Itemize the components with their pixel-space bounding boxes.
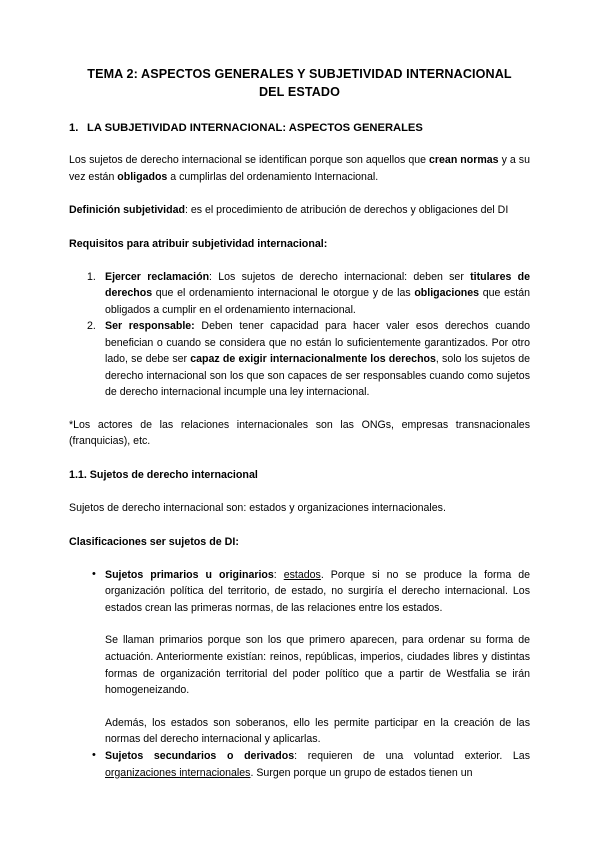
requirement-item-1 xyxy=(69,269,530,319)
requirement-1-marker: 1. xyxy=(87,270,96,283)
secondary-subjects-underline: organizaciones internacionales xyxy=(105,766,251,779)
requirement-1-text-3: que están obligados a cumplir en el ordenamiento internacional. xyxy=(105,287,530,316)
classification-item-primary xyxy=(69,567,530,748)
requirement-1-bold-lead: Ejercer reclamación xyxy=(105,270,210,283)
intro-paragraph xyxy=(69,152,530,185)
secondary-subjects-bold-lead: Sujetos secundarios o derivados xyxy=(105,749,295,762)
page-title-line-2: DEL ESTADO xyxy=(258,84,340,99)
classification-list xyxy=(69,567,530,782)
section-1-number: 1. xyxy=(69,122,79,134)
primary-subjects-extra-1: Se llaman primarios porque son los que primero aparecen, para ordenar su forma de actuación. Anteriormente existían: reinos, repúblicas, imperios, ciudades libres y distintas formas de organización territorial del poder político que a partir de Westfalia se irán homogeneizando. xyxy=(105,634,530,697)
bullet-icon: • xyxy=(92,567,96,580)
primary-subjects-text-1: : xyxy=(273,568,284,581)
subsection-1-1-heading: 1.1. Sujetos de derecho internacional xyxy=(69,468,258,481)
primary-subjects-extra-2: Además, los estados son soberanos, ello les permite participar en la creación de las normas del derecho internacional y aplicarlas. xyxy=(105,716,530,746)
section-1-heading-text: LA SUBJETIVIDAD INTERNACIONAL: ASPECTOS GENERALES xyxy=(87,122,423,134)
page-title-line-1: TEMA 2: ASPECTOS GENERALES Y SUBJETIVIDAD INTERNACIONAL xyxy=(87,67,512,81)
requirements-heading: Requisitos para atribuir subjetividad internacional: xyxy=(69,237,328,250)
primary-subjects-paragraph xyxy=(105,567,530,617)
page-title xyxy=(69,66,530,101)
requirement-2-bold-1: capaz de exigir internacionalmente los derechos xyxy=(190,353,436,366)
footnote-paragraph: *Los actores de las relaciones internacionales son las ONGs, empresas transnacionales (franquicias), etc. xyxy=(69,418,530,448)
requirement-1-bold-2: obligaciones xyxy=(414,287,480,300)
secondary-subjects-paragraph xyxy=(105,748,530,781)
definition-paragraph xyxy=(69,202,530,219)
subsection-1-1-paragraph: Sujetos de derecho internacional son: estados y organizaciones internacionales. xyxy=(69,501,446,514)
primary-subjects-underline: estados xyxy=(283,568,321,581)
intro-part-1: Los sujetos de derecho internacional se identifican porque son aquellos que xyxy=(69,154,430,166)
primary-subjects-bold-lead: Sujetos primarios u originarios xyxy=(105,568,274,581)
requirement-1-text-2: que el ordenamiento internacional le otorgue y de las xyxy=(152,287,415,300)
requirement-2-text-1: Deben tener capacidad para hacer valer esos derechos cuando benefician o cuando se considera que no están lo suficientemente garantizados. Por otro lado, se debe ser xyxy=(105,320,530,366)
requirement-2-bold-lead: Ser responsable: xyxy=(105,320,195,333)
classification-heading: Clasificaciones ser sujetos de DI: xyxy=(69,535,239,548)
intro-bold-1: crean normas xyxy=(429,154,499,166)
primary-subjects-text-2: . Porque si no se produce la forma de organización política del territorio, de estado, no surgiría el derecho internacional. Los estados crean las primeras normas, de las relaciones entre los estados. xyxy=(105,568,530,614)
bullet-icon: • xyxy=(92,748,96,761)
secondary-subjects-text-2: . Surgen porque un grupo de estados tienen un xyxy=(250,766,473,779)
requirement-1-bold-1: titulares de derechos xyxy=(105,270,530,300)
classification-item-secondary xyxy=(69,748,530,781)
requirements-list xyxy=(69,269,530,401)
secondary-subjects-text-1: : requieren de una voluntad exterior. Las xyxy=(294,749,530,762)
definition-text: : es el procedimiento de atribución de derechos y obligaciones del DI xyxy=(184,204,509,217)
requirement-2-text-2: , solo los sujetos de derecho internacional son los que son capaces de ser responsables cuando como sujetos de derecho internacional incumple una ley internacional. xyxy=(105,353,530,399)
requirement-item-2 xyxy=(69,318,530,401)
section-1-heading xyxy=(69,121,530,136)
intro-part-2: y a su vez están xyxy=(69,154,530,183)
intro-bold-2: obligados xyxy=(117,170,168,183)
intro-part-3: a cumplirlas del ordenamiento Internacional. xyxy=(167,170,379,183)
requirement-1-text-1: : Los sujetos de derecho internacional: deben ser xyxy=(209,270,471,283)
definition-bold-lead: Definición subjetividad xyxy=(69,204,185,217)
requirement-2-marker: 2. xyxy=(87,320,96,333)
